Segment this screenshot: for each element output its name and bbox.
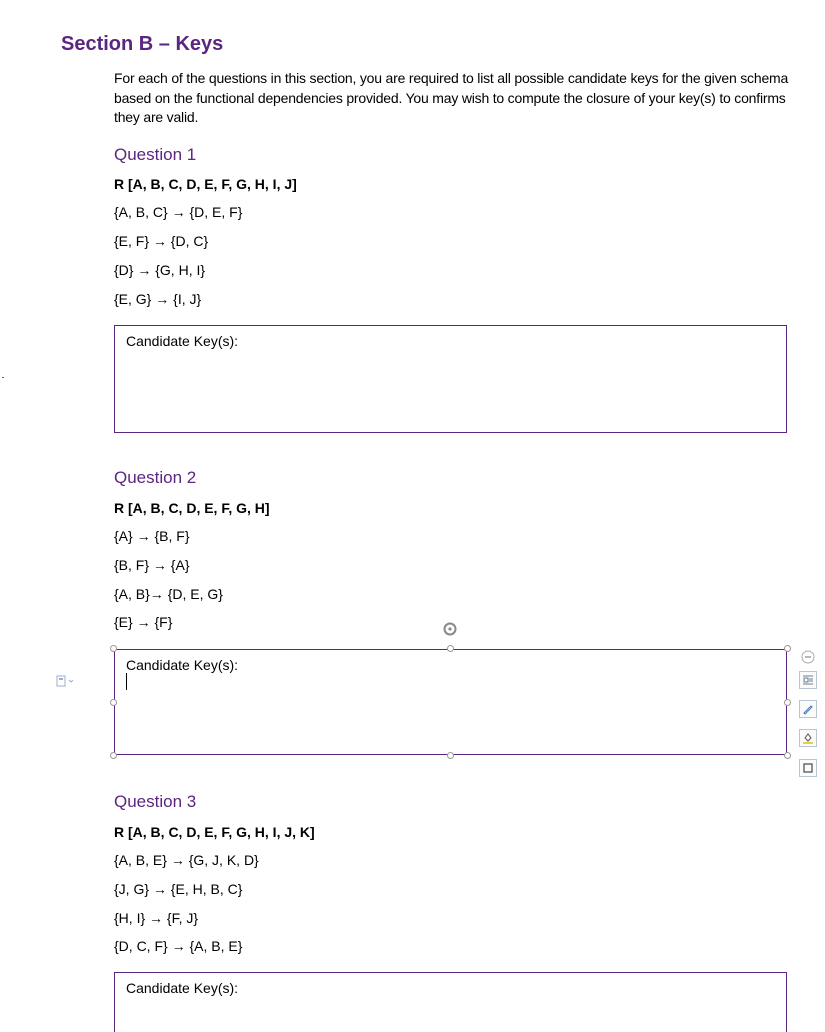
section-intro: For each of the questions in this section, you are required to list all possible candidate keys for the given schema based on the functional dependencies provided. You may wish to compute the closure of your key(s) to confirms they are valid. xyxy=(114,70,789,125)
question-1-heading: Question 1 xyxy=(114,145,197,164)
border-icon[interactable] xyxy=(799,759,817,777)
text-cursor xyxy=(126,673,127,690)
fd-item: {A, B, E} → {G, J, K, D} xyxy=(114,852,259,868)
fd-item: {J, G} → {E, H, B, C} xyxy=(114,881,243,897)
resize-handle[interactable] xyxy=(110,699,117,706)
answer-label: Candidate Key(s): xyxy=(126,980,239,996)
fd-item: {B, F} → {A} xyxy=(114,557,190,573)
answer-label: Candidate Key(s): xyxy=(126,333,239,349)
question-3-heading: Question 3 xyxy=(114,792,197,811)
fd-item: {E} → {F} xyxy=(114,614,173,630)
section-title: Section B – Keys xyxy=(61,33,224,55)
question-1-answer-box[interactable] xyxy=(114,325,787,433)
resize-handle[interactable] xyxy=(447,752,454,759)
resize-handle[interactable] xyxy=(110,752,117,759)
pen-icon[interactable] xyxy=(799,700,817,718)
fd-item: {E, F} → {D, C} xyxy=(114,233,209,249)
fd-item: {D, C, F} → {A, B, E} xyxy=(114,938,243,954)
resize-handle[interactable] xyxy=(784,699,791,706)
question-3-answer-box[interactable] xyxy=(114,972,787,1032)
resize-handle[interactable] xyxy=(447,645,454,652)
margin-mark xyxy=(2,377,4,378)
paste-options-icon[interactable] xyxy=(56,674,76,686)
answer-label: Candidate Key(s): xyxy=(126,657,239,673)
resize-handle[interactable] xyxy=(784,752,791,759)
question-2-heading: Question 2 xyxy=(114,468,197,487)
fd-item: {H, I} → {F, J} xyxy=(114,910,199,926)
fd-item: {A, B, C} → {D, E, F} xyxy=(114,204,243,220)
fd-item: {E, G} → {I, J} xyxy=(114,291,202,307)
rotate-handle-icon[interactable] xyxy=(443,622,457,636)
question-1-schema: R [A, B, C, D, E, F, G, H, I, J] xyxy=(114,176,297,192)
layout-options-icon[interactable] xyxy=(799,671,817,689)
collapse-icon[interactable] xyxy=(801,650,815,664)
resize-handle[interactable] xyxy=(784,645,791,652)
fd-item: {D} → {G, H, I} xyxy=(114,262,206,278)
question-2-answer-box[interactable] xyxy=(114,649,787,755)
fd-item: {A, B}→ {D, E, G} xyxy=(114,586,223,602)
resize-handle[interactable] xyxy=(110,645,117,652)
fd-item: {A} → {B, F} xyxy=(114,528,190,544)
fill-icon[interactable] xyxy=(799,729,817,747)
question-2-schema: R [A, B, C, D, E, F, G, H] xyxy=(114,500,270,516)
question-3-schema: R [A, B, C, D, E, F, G, H, I, J, K] xyxy=(114,824,315,840)
